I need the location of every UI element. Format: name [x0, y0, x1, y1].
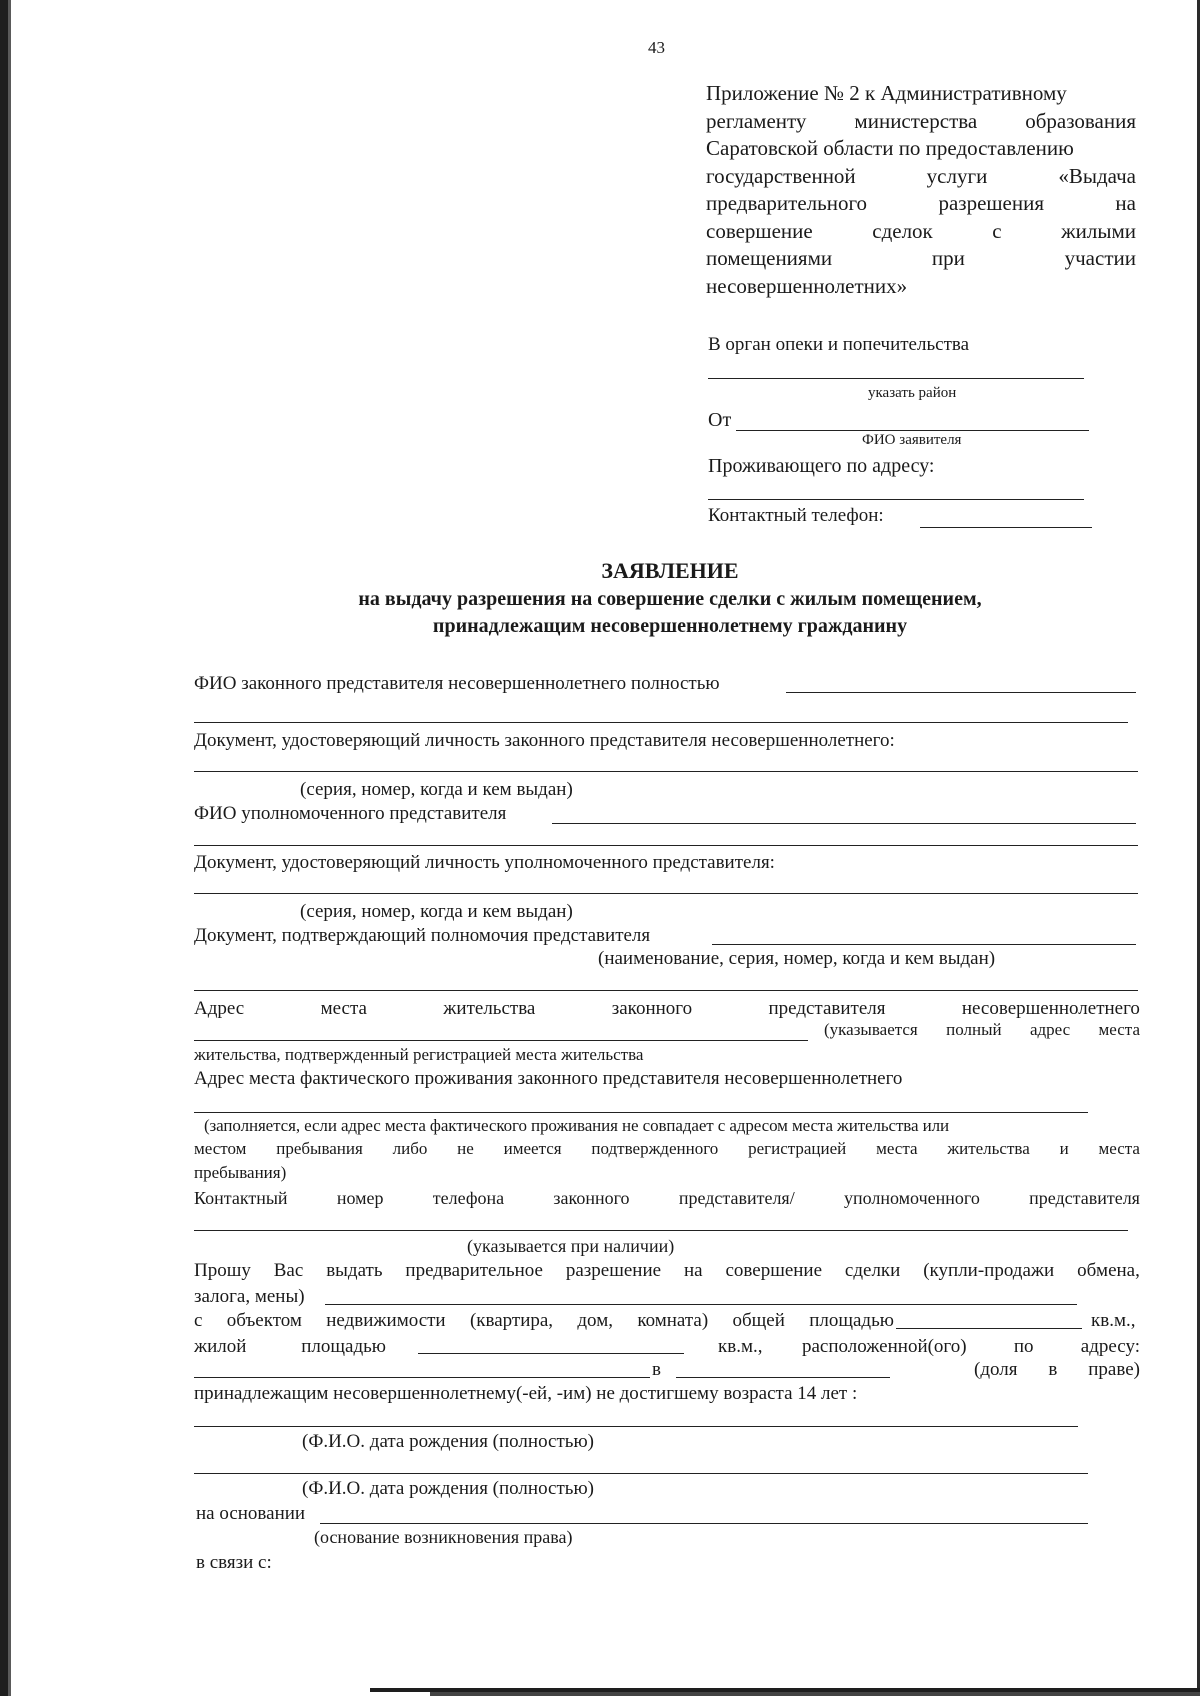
- appendix-word: участии: [1064, 246, 1136, 270]
- legal-rep-name-label: ФИО законного представителя несовершеннолетнего полностью: [194, 673, 720, 694]
- auth-rep-name-line: [552, 823, 1136, 824]
- authority-doc-caption: (наименование, серия, номер, когда и кем выдан): [598, 948, 996, 969]
- legal-rep-doc-label: Документ, удостоверяющий личность законного представителя несовершеннолетнего:: [194, 730, 895, 751]
- appendix-word: помещениями: [706, 246, 833, 270]
- word: адрес: [1029, 1020, 1071, 1039]
- document-subtitle-1: на выдачу разрешения на совершение сделки с жилым помещением,: [358, 588, 982, 610]
- word: жилой: [194, 1336, 247, 1357]
- word: жительства: [947, 1139, 1030, 1158]
- appendix-line: [706, 245, 1136, 273]
- applicant-caption: ФИО заявителя: [862, 432, 962, 448]
- residence-label: [194, 998, 1140, 1020]
- minors-label: принадлежащим несовершеннолетнему(-ей, -им) не достигшему возраста 14 лет :: [194, 1383, 858, 1404]
- sqm-label: кв.м.,: [1091, 1310, 1136, 1331]
- word: разрешение: [565, 1260, 662, 1281]
- residence-line: [194, 1040, 808, 1041]
- appendix-word: образования: [1025, 108, 1136, 133]
- request-label-2: залога, мены): [194, 1286, 305, 1307]
- word: места: [876, 1139, 918, 1158]
- legal-rep-name-line-2: [194, 722, 1128, 723]
- appendix-word: министерства: [854, 108, 978, 133]
- word: представителя: [1029, 1188, 1140, 1208]
- address-label: Проживающего по адресу:: [708, 455, 935, 477]
- scan-edge-bottom-shadow: [430, 1692, 1200, 1696]
- appendix-word: совершение: [706, 218, 813, 243]
- word: места: [1098, 1020, 1140, 1039]
- phone-number-label: [194, 1188, 1140, 1209]
- appendix-word: услуги: [926, 163, 988, 188]
- word: законного: [611, 998, 693, 1019]
- word: адресу:: [1080, 1336, 1140, 1357]
- basis-line: [320, 1523, 1088, 1524]
- word: недвижимости: [326, 1310, 446, 1331]
- authority-doc-label: Документ, подтверждающий полномочия представителя: [194, 925, 651, 946]
- legal-rep-doc-line: [194, 771, 1138, 772]
- word: на: [683, 1260, 703, 1281]
- word: с: [194, 1310, 203, 1331]
- address-line: [194, 1377, 650, 1378]
- appendix-line: [706, 218, 1136, 246]
- scan-edge-left: [0, 0, 8, 1696]
- actual-address-note-3: пребывания): [194, 1163, 287, 1182]
- sqm-label-2: кв.м.,: [718, 1336, 763, 1357]
- recipient-to-label: В орган опеки и попечительства: [708, 334, 970, 355]
- word: представителя: [768, 998, 886, 1019]
- actual-address-label: Адрес места фактического проживания законного представителя несовершеннолетнего: [194, 1068, 903, 1089]
- in-label: в: [652, 1359, 661, 1380]
- word: Вас: [273, 1260, 304, 1281]
- appendix-word: несовершеннолетних»: [706, 273, 908, 298]
- auth-rep-name-label: ФИО уполномоченного представителя: [194, 803, 507, 824]
- basis-caption: (основание возникновения права): [314, 1527, 573, 1547]
- minor-2-line: [194, 1473, 1088, 1474]
- word: Контактный: [194, 1188, 288, 1208]
- appendix-block: [706, 80, 1136, 300]
- appendix-word: на: [1115, 191, 1136, 215]
- auth-rep-doc-caption: (серия, номер, когда и кем выдан): [300, 901, 573, 922]
- address-field-line: [708, 499, 1084, 500]
- total-area-line: [896, 1328, 1082, 1329]
- word: и: [1059, 1139, 1069, 1158]
- word: регистрацией: [748, 1139, 847, 1158]
- actual-address-line: [194, 1112, 1088, 1113]
- document-title: ЗАЯВЛЕНИЕ: [601, 558, 739, 583]
- located-label: [802, 1336, 1140, 1358]
- authority-doc-line: [712, 944, 1136, 945]
- actual-address-note-2: [194, 1139, 1140, 1159]
- minor-1-caption: (Ф.И.О. дата рождения (полностью): [302, 1431, 594, 1452]
- appendix-word: «Выдача: [1058, 163, 1136, 188]
- word: номер: [336, 1188, 384, 1208]
- word: подтвержденного: [591, 1139, 719, 1158]
- appendix-line: [706, 273, 1136, 301]
- request-label: [194, 1260, 1140, 1282]
- word: по: [1013, 1336, 1034, 1357]
- appendix-line: [706, 163, 1136, 191]
- appendix-word: с: [992, 218, 1002, 243]
- appendix-word: государственной: [706, 163, 856, 188]
- word: либо: [392, 1139, 428, 1158]
- object-label: [194, 1310, 894, 1332]
- word: местом: [194, 1139, 247, 1158]
- scan-edge-left-shadow: [8, 0, 11, 1696]
- word: уполномоченного: [843, 1188, 980, 1208]
- appendix-line: [706, 190, 1136, 218]
- appendix-word: Саратовской области по предоставлению: [706, 136, 1074, 160]
- appendix-word: при: [931, 246, 965, 270]
- appendix-word: Приложение № 2 к Административному: [706, 81, 1067, 105]
- word: места: [320, 998, 367, 1019]
- page-number: 43: [648, 38, 665, 57]
- city-line: [676, 1377, 890, 1378]
- word: дом,: [577, 1310, 613, 1331]
- word: в: [1048, 1359, 1058, 1380]
- word: комната): [637, 1310, 709, 1331]
- appendix-word: разрешения: [938, 191, 1045, 215]
- word: обмена,: [1077, 1260, 1140, 1281]
- auth-rep-doc-line: [194, 893, 1138, 894]
- residence-note-2: жительства, подтвержденный регистрацией места жительства: [194, 1045, 644, 1064]
- word: площадью: [809, 1310, 894, 1331]
- word: места: [1098, 1139, 1140, 1158]
- word: жительства: [443, 998, 536, 1019]
- word: (доля: [974, 1359, 1018, 1380]
- word: общей: [732, 1310, 785, 1331]
- share-label: [974, 1359, 1140, 1381]
- actual-address-note-1: (заполняется, если адрес места фактического проживания не совпадает с адресом места жительства или: [204, 1116, 949, 1135]
- word: полный: [946, 1020, 1002, 1039]
- appendix-line: [706, 108, 1136, 136]
- word: совершение: [725, 1260, 823, 1281]
- word: (указывается: [824, 1020, 918, 1039]
- word: выдать: [326, 1260, 383, 1281]
- phone-field-line: [920, 527, 1092, 528]
- word: площадью: [301, 1336, 386, 1357]
- word: расположенной(ого): [802, 1336, 967, 1357]
- from-label: От: [708, 409, 732, 431]
- appendix-word: жилыми: [1061, 218, 1136, 243]
- minor-2-caption: (Ф.И.О. дата рождения (полностью): [302, 1478, 594, 1499]
- district-field-line: [708, 378, 1084, 379]
- word: (купли-продажи: [923, 1260, 1055, 1281]
- word: представителя/: [678, 1188, 795, 1208]
- word: законного: [553, 1188, 630, 1208]
- request-line: [325, 1304, 1077, 1305]
- reason-label: в связи с:: [196, 1552, 272, 1573]
- residence-note: [824, 1020, 1140, 1040]
- word: Адрес: [194, 998, 245, 1019]
- word: объектом: [226, 1310, 302, 1331]
- phone-number-caption: (указывается при наличии): [467, 1236, 675, 1256]
- appendix-line: [706, 80, 1136, 108]
- word: телефона: [432, 1188, 505, 1208]
- appendix-word: предварительного: [706, 191, 868, 215]
- living-area-line: [418, 1353, 684, 1354]
- minor-1-line: [194, 1426, 1078, 1427]
- word: пребывания: [276, 1139, 363, 1158]
- word: (квартира,: [469, 1310, 554, 1331]
- phone-number-line: [194, 1230, 1128, 1231]
- word: имеется: [503, 1139, 562, 1158]
- legal-rep-doc-caption: (серия, номер, когда и кем выдан): [300, 779, 573, 800]
- phone-label: Контактный телефон:: [708, 505, 884, 526]
- living-area-label: [194, 1336, 386, 1358]
- word: не: [457, 1139, 474, 1158]
- authority-doc-line-2: [194, 990, 1138, 991]
- auth-rep-name-line-2: [194, 845, 1138, 846]
- word: предварительное: [405, 1260, 543, 1281]
- word: несовершеннолетнего: [961, 998, 1140, 1019]
- word: праве): [1088, 1359, 1140, 1380]
- word: сделки: [844, 1260, 901, 1281]
- basis-label: на основании: [196, 1503, 306, 1524]
- auth-rep-doc-label: Документ, удостоверяющий личность уполномоченного представителя:: [194, 852, 775, 873]
- district-caption: указать район: [868, 385, 957, 401]
- word: Прошу: [194, 1260, 251, 1281]
- document-subtitle-2: принадлежащим несовершеннолетнему гражданину: [432, 615, 908, 637]
- appendix-word: сделок: [872, 218, 933, 243]
- legal-rep-name-line: [786, 692, 1136, 693]
- applicant-field-line: [736, 430, 1089, 431]
- appendix-word: регламенту: [706, 108, 807, 133]
- appendix-line: [706, 135, 1136, 163]
